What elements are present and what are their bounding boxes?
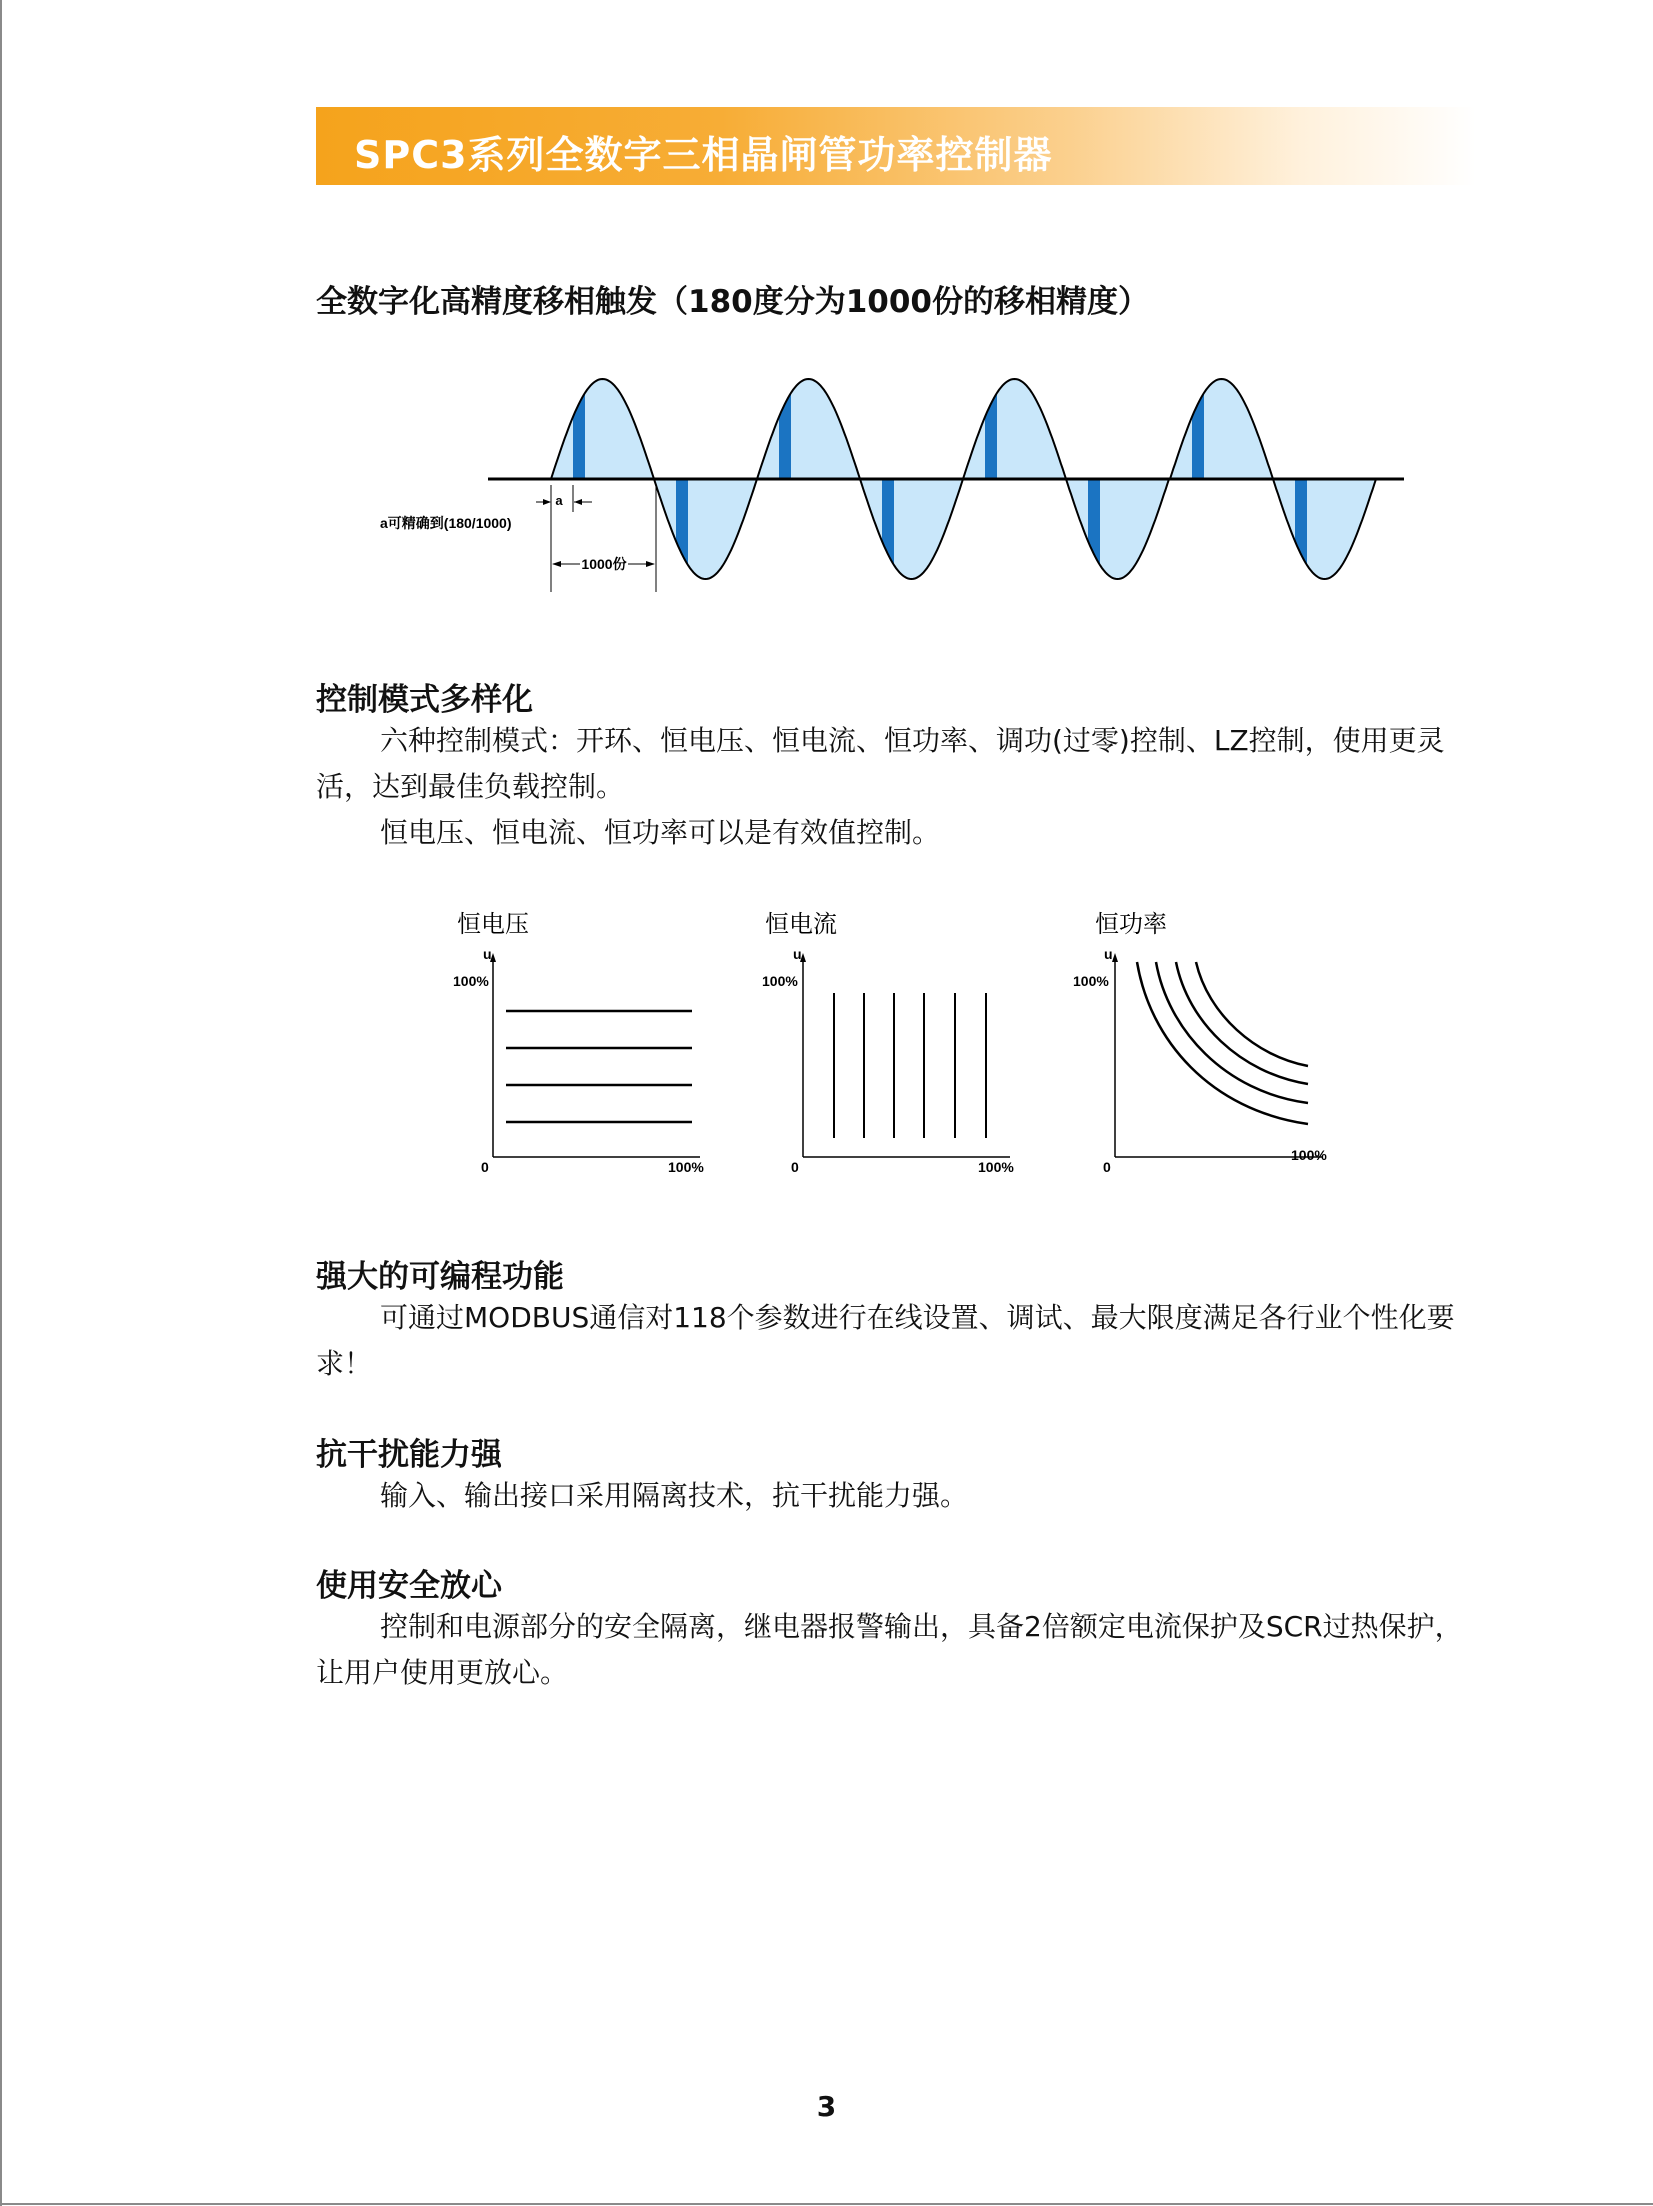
safety-paragraph: 控制和电源部分的安全隔离，继电器报警输出，具备2倍额定电流保护及SCR过热保护，让用户使用更放心。: [316, 1610, 1463, 1689]
half-cycle-fill: [757, 379, 860, 479]
page-number: 3: [816, 2090, 837, 2123]
origin-label: 0: [791, 1159, 799, 1175]
anti-interference-paragraph: 输入、输出接口采用隔离技术，抗干扰能力强。: [380, 1479, 969, 1512]
half-cycle-fill: [654, 479, 757, 579]
x-tick-100: 100%: [1291, 1147, 1327, 1163]
y-tick-100: 100%: [1073, 973, 1109, 989]
chart-title: 恒功率: [1095, 910, 1167, 938]
y-axis-label: u: [483, 946, 492, 962]
constant-voltage-chart: [440, 900, 740, 1180]
half-cycle-fill: [551, 379, 654, 479]
chart-title: 恒电流: [765, 910, 837, 938]
constant-power-chart: [1060, 900, 1360, 1180]
section-heading-safety: 使用安全放心: [316, 1568, 502, 1604]
y-tick-100: 100%: [453, 973, 489, 989]
x-tick-100: 100%: [668, 1159, 704, 1175]
constant-current-chart: [750, 900, 1050, 1180]
origin-label: 0: [1103, 1159, 1111, 1175]
power-curve: [1176, 962, 1308, 1084]
half-cycle-fill: [860, 479, 963, 579]
page-border-bottom: [0, 2203, 1653, 2205]
power-curve: [1156, 962, 1308, 1103]
section-heading-phase-shift: 全数字化高精度移相触发（180度分为1000份的移相精度）: [316, 284, 1149, 320]
document-title: SPC3系列全数字三相晶闸管功率控制器: [354, 133, 1053, 177]
half-cycle-fill: [1170, 379, 1273, 479]
half-cycle-fill: [1273, 479, 1376, 579]
section-heading-control-modes: 控制模式多样化: [316, 682, 533, 718]
control-modes-paragraph-1: 六种控制模式：开环、恒电压、恒电流、恒功率、调功(过零)控制、LZ控制，使用更灵活，达到最佳负载控制。: [316, 724, 1445, 803]
y-axis-label: u: [1104, 946, 1113, 962]
power-curve: [1196, 962, 1308, 1066]
chart-title: 恒电压: [457, 910, 529, 938]
label-precision: a可精确到(180/1000): [380, 515, 512, 531]
page-border-left: [0, 0, 2, 2206]
label-1000: 1000份: [581, 556, 627, 572]
section-heading-anti-interference: 抗干扰能力强: [316, 1437, 502, 1473]
origin-label: 0: [481, 1159, 489, 1175]
y-tick-100: 100%: [762, 973, 798, 989]
label-a: a: [555, 493, 563, 508]
phase-shift-waveform-diagram: [0, 360, 1653, 600]
control-modes-paragraph-2: 恒电压、恒电流、恒功率可以是有效值控制。: [380, 816, 941, 849]
section-heading-programmable: 强大的可编程功能: [316, 1259, 564, 1295]
half-cycle-fill: [1066, 479, 1169, 579]
y-axis-label: u: [793, 946, 802, 962]
programmable-paragraph: 可通过MODBUS通信对118个参数进行在线设置、调试、最大限度满足各行业个性化要求！: [316, 1301, 1455, 1380]
half-cycle-fill: [963, 379, 1066, 479]
x-tick-100: 100%: [978, 1159, 1014, 1175]
